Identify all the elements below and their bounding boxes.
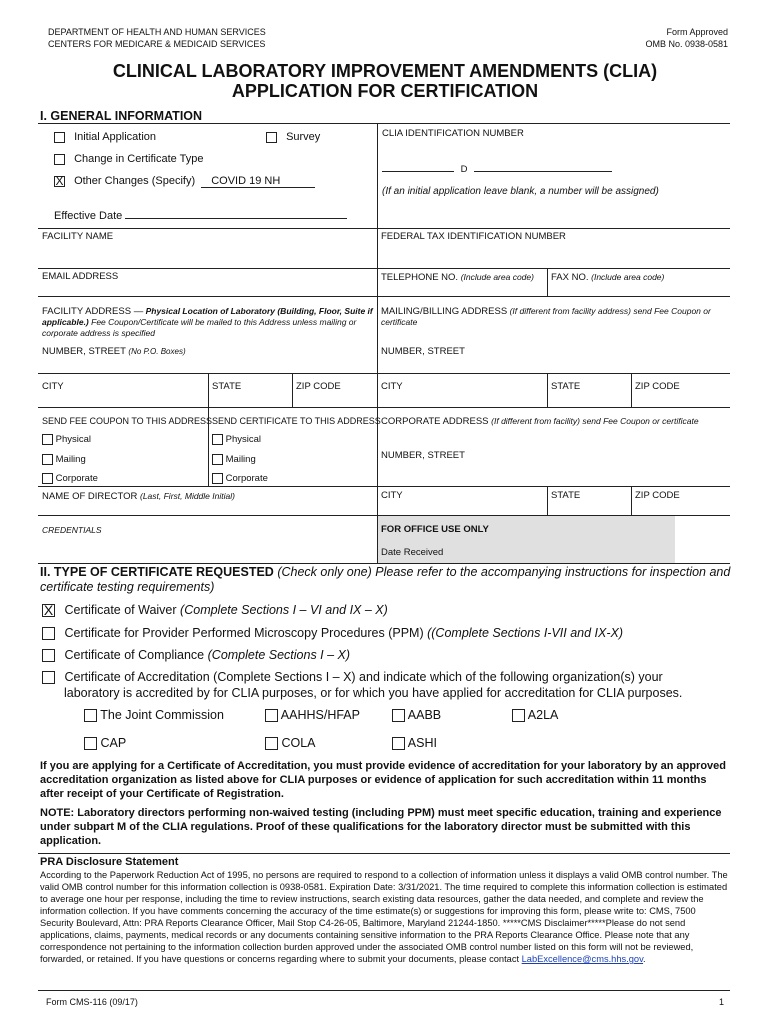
office-use-label: FOR OFFICE USE ONLY (381, 524, 489, 535)
mailing-state-label: STATE (551, 381, 581, 392)
org-joint-commission-checkbox[interactable] (84, 709, 97, 722)
cert-mailing-option[interactable]: Mailing (212, 454, 256, 466)
fax-label: FAX NO. (Include area code) (551, 272, 665, 283)
send-cert-label: SEND CERTIFICATE TO THIS ADDRESS (212, 416, 381, 426)
federal-tax-label: FEDERAL TAX IDENTIFICATION NUMBER (381, 231, 566, 242)
fee-physical-option[interactable]: Physical (42, 434, 91, 446)
fee-corporate-option[interactable]: Corporate (42, 473, 98, 485)
org-a2la-checkbox[interactable] (512, 709, 525, 722)
change-certificate-checkbox[interactable] (54, 154, 65, 165)
compliance-label: Certificate of Compliance (64, 648, 205, 662)
form-approved: Form Approved (666, 27, 728, 37)
other-changes-option[interactable] (54, 175, 315, 188)
corporate-zip-label: ZIP CODE (635, 490, 680, 501)
accreditation-label-line1: Certificate of Accreditation (Complete Sections I – X) and indicate which of the following organization(s) your (64, 670, 663, 684)
facility-number-street-label: NUMBER, STREET (No P.O. Boxes) (42, 346, 186, 357)
mailing-address-label: MAILING/BILLING ADDRESS (If different from facility address) send Fee Coupon or certificate (381, 306, 711, 327)
accreditation-paragraph: If you are applying for a Certificate of Accreditation, you must provide evidence of accreditation for your laboratory by an approved accreditation organization as listed above for CLIA purposes or evidence of application for such accreditation within 11 months after receipt of your Certificate of Registration. (40, 760, 727, 800)
org-cap-checkbox[interactable] (84, 737, 97, 750)
effective-date-row (54, 207, 347, 222)
cert-physical-option[interactable]: Physical (212, 434, 261, 446)
change-certificate-label: Change in Certificate Type (74, 153, 204, 165)
department-header (48, 26, 266, 50)
org-a2la[interactable]: A2LA (512, 708, 558, 722)
ppm-checkbox[interactable] (42, 627, 55, 640)
org-aahhs-hfap-checkbox[interactable] (265, 709, 278, 722)
effective-date-field[interactable] (125, 207, 347, 219)
form-subtitle: APPLICATION FOR CERTIFICATION (231, 81, 539, 101)
accreditation-checkbox[interactable] (42, 671, 55, 684)
form-id: Form CMS-116 (09/17) (46, 997, 138, 1007)
compliance-option[interactable]: Certificate of Compliance (Complete Sections I – X) (42, 648, 350, 662)
effective-date-label: Effective Date (54, 210, 123, 222)
credentials-label: CREDENTIALS (42, 525, 102, 535)
director-label: NAME OF DIRECTOR (Last, First, Middle Initial) (42, 491, 235, 502)
other-changes-checkbox[interactable]: X (55, 173, 64, 188)
other-changes-field[interactable]: COVID 19 NH (201, 175, 315, 188)
facility-city-label: CITY (42, 381, 64, 392)
cert-corporate-checkbox[interactable] (212, 473, 223, 484)
clia-d-prefix: D (460, 164, 468, 175)
clia-note: (If an initial application leave blank, a number will be assigned) (382, 186, 659, 197)
org-ashi-checkbox[interactable] (392, 737, 405, 750)
dept-line2: CENTERS FOR MEDICARE & MEDICAID SERVICES (48, 39, 266, 49)
initial-application-label: Initial Application (74, 131, 157, 143)
compliance-checkbox[interactable] (42, 649, 55, 662)
other-changes-label: Other Changes (Specify) (74, 175, 196, 187)
accreditation-label-line2: laboratory is accredited by for CLIA purposes, or for which you have applied for accreditation for CLIA purposes. (64, 686, 683, 700)
facility-state-label: STATE (212, 381, 242, 392)
org-aabb[interactable]: AABB (392, 708, 441, 722)
page-number: 1 (718, 997, 724, 1007)
telephone-label: TELEPHONE NO. (Include area code) (381, 272, 534, 283)
accreditation-option[interactable] (42, 669, 663, 685)
change-certificate-option[interactable] (54, 153, 204, 165)
initial-application-checkbox[interactable] (54, 132, 65, 143)
initial-application-option[interactable] (54, 131, 156, 143)
survey-label: Survey (286, 131, 321, 143)
org-ashi[interactable]: ASHI (392, 736, 437, 750)
cert-mailing-checkbox[interactable] (212, 454, 223, 465)
pra-email-link[interactable]: LabExcellence@cms.hhs.gov (521, 954, 644, 964)
survey-option[interactable] (266, 131, 320, 143)
org-aahhs-hfap[interactable]: AAHHS/HFAP (265, 708, 360, 722)
cert-physical-checkbox[interactable] (212, 434, 223, 445)
ppm-option[interactable]: Certificate for Provider Performed Microscopy Procedures (PPM) ((Complete Sections I-VII and IX-X) (42, 626, 623, 640)
clia-id-field[interactable] (382, 162, 612, 176)
waiver-checkbox[interactable]: X (43, 602, 54, 619)
mailing-city-label: CITY (381, 381, 403, 392)
section2-heading: II. TYPE OF CERTIFICATE REQUESTED (Check only one) Please refer to the accompanying instructions for inspection and certificate testing requirements) (40, 565, 731, 594)
survey-checkbox[interactable] (266, 132, 277, 143)
note-paragraph: NOTE: Laboratory directors performing non-waived testing (including PPM) must meet specific education, training and experience under subpart M of the CLIA regulations. Proof of these qualifications for the laboratory director must be submitted with this application. (40, 807, 722, 847)
email-label: EMAIL ADDRESS (42, 271, 119, 282)
org-joint-commission[interactable]: The Joint Commission (84, 708, 224, 722)
waiver-option[interactable]: X Certificate of Waiver (Complete Sections I – VI and IX – X) (43, 602, 388, 619)
waiver-label: Certificate of Waiver (64, 603, 177, 617)
fee-mailing-checkbox[interactable] (42, 454, 53, 465)
corporate-number-street-label: NUMBER, STREET (381, 450, 465, 461)
fee-mailing-option[interactable]: Mailing (42, 454, 86, 466)
org-cap[interactable]: CAP (84, 736, 126, 750)
date-received-label: Date Received (381, 547, 444, 558)
facility-zip-label: ZIP CODE (296, 381, 341, 392)
omb-header (645, 26, 728, 50)
facility-name-label: FACILITY NAME (42, 231, 114, 242)
org-aabb-checkbox[interactable] (392, 709, 405, 722)
fee-physical-checkbox[interactable] (42, 434, 53, 445)
corporate-city-label: CITY (381, 490, 403, 501)
mailing-number-street-label: NUMBER, STREET (381, 346, 465, 357)
corporate-address-label: CORPORATE ADDRESS (If different from facility) send Fee Coupon or certificate (381, 416, 699, 427)
form-title: CLINICAL LABORATORY IMPROVEMENT AMENDMENTS (CLIA) (112, 61, 658, 81)
pra-text: According to the Paperwork Reduction Act of 1995, no persons are required to respond to a collection of information unless it displays a valid OMB control number. The valid OMB control number for this information collection is 0938-0581. Expiration Date: 3/31/2021. The time required to complete this information collection is estimated to average one hour per response, including the time to review instructions, search existing data resources, gather the data needed, and complete and review the information collection. If you have comments concerning the accuracy of the time estimate(s) or suggestions for improving this form, please write to: CMS, 7500 Security Boulevard, Attn: PRA Reports Clearance Officer, Mail Stop C4-26-05, Baltimore, Maryland 21244-1850. *****CMS Disclaimer*****Please do not send applications, claims, payments, medical records or any documents containing sensitive information to the PRA Reports Clearance Office. Please note that any correspondence not pertaining to the information collection burden approved under the associated OMB control number listed on this form will not be reviewed, forwarded, or retained. If you have questions or concerns regarding where to submit your documents, please contact LabExcellence@cms.hhs.gov. (40, 870, 728, 964)
org-cola-checkbox[interactable] (265, 737, 278, 750)
ppm-label: Certificate for Provider Performed Microscopy Procedures (PPM) (64, 626, 424, 640)
clia-id-label: CLIA IDENTIFICATION NUMBER (382, 128, 524, 139)
facility-address-label: FACILITY ADDRESS — Physical Location of Laboratory (Building, Floor, Suite if applicable.) Fee Coupon/Certificate will be mailed to this Address unless mailing or corporate address is specified (42, 306, 373, 338)
send-fee-label: SEND FEE COUPON TO THIS ADDRESS (42, 416, 213, 426)
cert-corporate-option[interactable]: Corporate (212, 473, 268, 485)
fee-corporate-checkbox[interactable] (42, 473, 53, 484)
org-cola[interactable]: COLA (265, 736, 316, 750)
corporate-state-label: STATE (551, 490, 581, 501)
section1-heading: I. GENERAL INFORMATION (40, 109, 203, 123)
mailing-zip-label: ZIP CODE (635, 381, 680, 392)
omb-number: OMB No. 0938-0581 (645, 39, 728, 49)
pra-heading: PRA Disclosure Statement (40, 856, 179, 868)
dept-line1: DEPARTMENT OF HEALTH AND HUMAN SERVICES (48, 27, 266, 37)
